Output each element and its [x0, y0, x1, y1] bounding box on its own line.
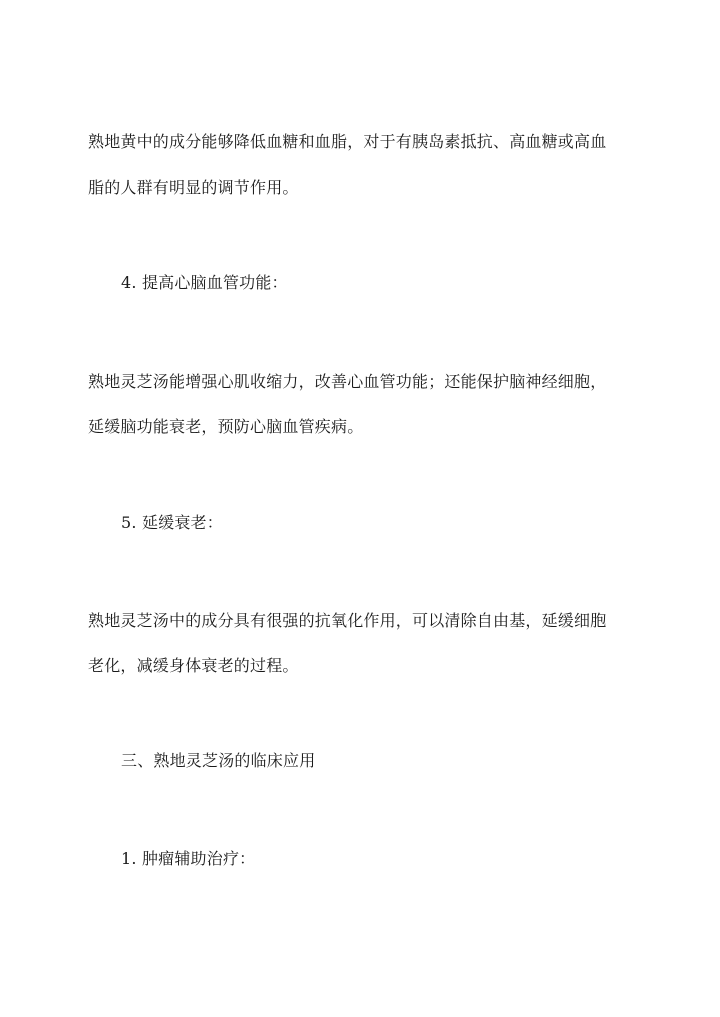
heading-tumor-adjuvant-therapy: 1. 肿瘤辅助治疗： — [121, 849, 256, 868]
heading-anti-aging: 5. 延缓衰老： — [121, 513, 223, 532]
paragraph-anti-aging-line-2: 老化，减缓身体衰老的过程。 — [88, 656, 299, 675]
paragraph-cardio-line-2: 延缓脑功能衰老，预防心脑血管疾病。 — [88, 417, 364, 436]
paragraph-cardio-line-1: 熟地灵芝汤能增强心肌收缩力，改善心血管功能；还能保护脑神经细胞， — [88, 372, 607, 391]
heading-cardio-function: 4. 提高心脑血管功能： — [121, 273, 288, 292]
section-heading-clinical-application: 三、熟地灵芝汤的临床应用 — [121, 751, 316, 770]
paragraph-blood-sugar-line-2: 脂的人群有明显的调节作用。 — [88, 178, 299, 197]
paragraph-anti-aging-line-1: 熟地灵芝汤中的成分具有很强的抗氧化作用，可以清除自由基，延缓细胞 — [88, 611, 607, 630]
paragraph-blood-sugar-line-1: 熟地黄中的成分能够降低血糖和血脂，对于有胰岛素抵抗、高血糖或高血 — [88, 132, 607, 151]
